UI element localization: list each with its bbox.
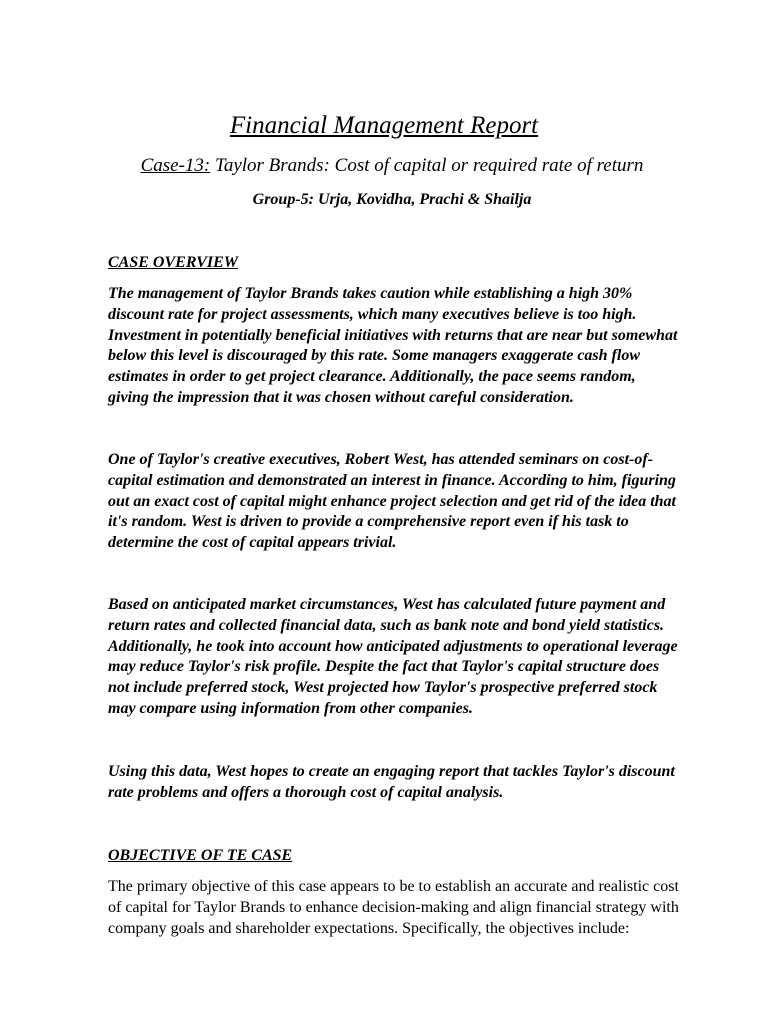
- objective-paragraph: The primary objective of this case appears to be to establish an accurate and realistic cost of capital for Taylor Brands to enhance decision-making and align financial strategy with company goals and shareholder expectations. Specifically, the objectives include:: [108, 878, 679, 937]
- group-members: Group-5: Urja, Kovidha, Prachi & Shailja: [252, 191, 532, 208]
- case-number-label: Case-13:: [140, 155, 211, 176]
- overview-paragraph-2: One of Taylor's creative executives, Robert West, has attended seminars on cost-of-capital estimation and demonstrated an interest in finance. According to him, figuring out an exact cost of capital might enhance project selection and get rid of the idea that it's random. West is driven to provide a comprehensive report even if his task to determine the cost of capital appears trivial.: [108, 451, 676, 552]
- overview-paragraph-3: Based on anticipated market circumstances, West has calculated future payment and return rates and collected financial data, such as bank note and bond yield statistics. Additionally, he took into account how anticipated adjustments to operational leverage may reduce Taylor's risk profile. Despite the fact that Taylor's capital structure does not include preferred stock, West projected how Taylor's prospective preferred stock may compare using information from other companies.: [108, 596, 678, 717]
- overview-paragraph-4: Using this data, West hopes to create an engaging report that tackles Taylor's discount rate problems and offers a thorough cost of capital analysis.: [108, 763, 675, 801]
- case-overview-heading: CASE OVERVIEW: [108, 254, 238, 271]
- objective-heading: OBJECTIVE OF TE CASE: [108, 847, 293, 864]
- overview-paragraph-1: The management of Taylor Brands takes caution while establishing a high 30% discount rate for project assessments, which many executives believe is too high. Investment in potentially beneficial initiatives with returns that are near but somewhat below this level is discouraged by this rate. Some managers exaggerate cash flow estimates in order to get project clearance. Additionally, the pace seems random, giving the impression that it was chosen without careful consideration.: [108, 285, 678, 406]
- case-subtitle: [0, 153, 768, 179]
- report-title: Financial Management Report: [229, 112, 539, 139]
- case-title-text: Taylor Brands: Cost of capital or required rate of return: [210, 155, 644, 176]
